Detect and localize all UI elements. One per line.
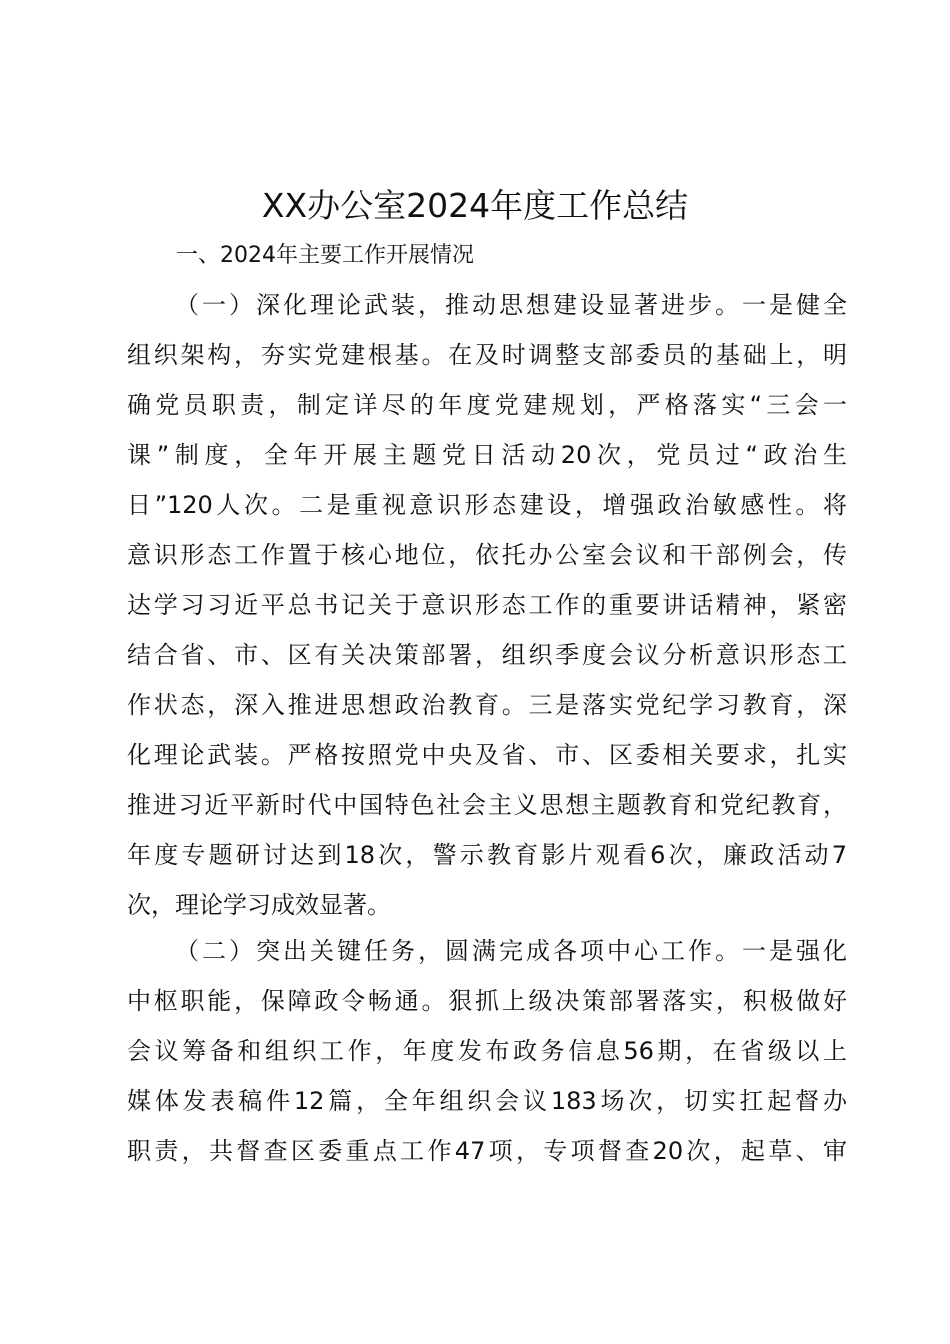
paragraph-line: 作状态，深入推进思想政治教育。三是落实党纪学习教育，深 xyxy=(127,691,847,719)
paragraph-line: 课”制度，全年开展主题党日活动20次，党员过“政治生 xyxy=(127,441,847,469)
paragraph-line: 化理论武装。严格按照党中央及省、市、区委相关要求，扎实 xyxy=(127,741,847,769)
section-heading: 一、2024年主要工作开展情况 xyxy=(176,243,474,268)
paragraph-line: （二）突出关键任务，圆满完成各项中心工作。一是强化 xyxy=(175,937,847,965)
paragraph-line: （一）深化理论武装，推动思想建设显著进步。一是健全 xyxy=(175,291,847,319)
paragraph-line: 组织架构，夯实党建根基。在及时调整支部委员的基础上，明 xyxy=(127,341,847,369)
paragraph-line: 确党员职责，制定详尽的年度党建规划，严格落实“三会一 xyxy=(127,391,847,419)
paragraph-line: 意识形态工作置于核心地位，依托办公室会议和干部例会，传 xyxy=(127,541,847,569)
paragraph-line: 日”120人次。二是重视意识形态建设，增强政治敏感性。将 xyxy=(127,491,847,519)
paragraph-line: 职责，共督查区委重点工作47项，专项督查20次，起草、审 xyxy=(127,1137,847,1165)
paragraph-line: 年度专题研讨达到18次，警示教育影片观看6次，廉政活动7 xyxy=(127,841,847,869)
paragraph-1 xyxy=(127,280,847,930)
document-title: XX办公室2024年度工作总结 xyxy=(261,186,689,225)
paragraph-line: 中枢职能，保障政令畅通。狠抓上级决策部署落实，积极做好 xyxy=(127,987,847,1015)
paragraph-line: 会议筹备和组织工作，年度发布政务信息56期，在省级以上 xyxy=(127,1037,847,1065)
paragraph-line: 达学习习近平总书记关于意识形态工作的重要讲话精神，紧密 xyxy=(127,591,847,619)
paragraph-line: 媒体发表稿件12篇，全年组织会议183场次，切实扛起督办 xyxy=(127,1087,847,1115)
paragraph-2 xyxy=(127,926,847,1176)
paragraph-line: 结合省、市、区有关决策部署，组织季度会议分析意识形态工 xyxy=(127,641,847,669)
paragraph-line: 次，理论学习成效显著。 xyxy=(127,891,391,919)
paragraph-line: 推进习近平新时代中国特色社会主义思想主题教育和党纪教育， xyxy=(127,791,847,819)
